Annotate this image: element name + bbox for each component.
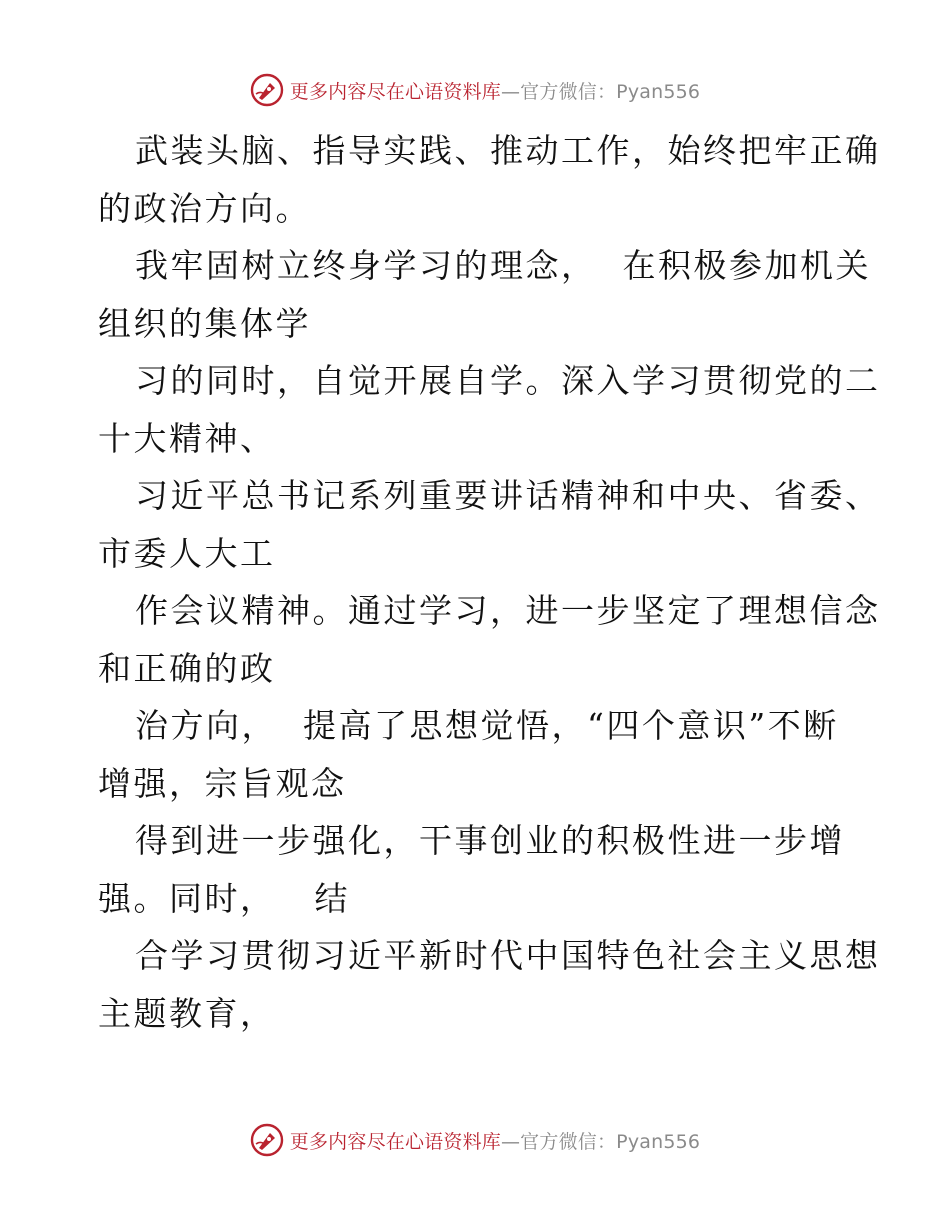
paragraph-line: 主题教育， <box>98 993 276 1033</box>
paragraph-line: 我牢固树立终身学习的理念， 在积极参加机关 <box>135 246 871 285</box>
paragraph-line: 习的同时，自觉开展自学。深入学习贯彻党的二 <box>135 361 881 400</box>
banner-separator: — <box>500 1130 521 1153</box>
contact-text: 官方微信：Pyan556 <box>520 1130 701 1153</box>
paragraph-line: 治方向， 提高了思想觉悟，“四个意识”不断 <box>135 706 839 745</box>
footer-banner <box>0 1120 950 1160</box>
paragraph-line: 武装头脑、指导实践、推动工作，始终把牢正确 <box>135 131 881 170</box>
contact-text: 官方微信：Pyan556 <box>520 80 701 103</box>
paragraph-line: 的政治方向。 <box>98 188 311 228</box>
brand-text: 更多内容尽在心语资料库 <box>289 80 501 103</box>
header-banner-text <box>290 77 700 104</box>
paragraph-line: 得到进一步强化，干事创业的积极性进一步增 <box>135 821 845 860</box>
footer-banner-inner <box>250 1123 700 1157</box>
footer-banner-text <box>290 1127 700 1154</box>
paragraph-line: 习近平总书记系列重要讲话精神和中央、省委、 <box>135 476 881 515</box>
banner-separator: — <box>500 80 521 103</box>
paragraph-line: 强。同时， 结 <box>98 878 350 918</box>
pen-nib-logo-icon <box>250 73 284 107</box>
brand-text: 更多内容尽在心语资料库 <box>289 1130 501 1153</box>
pen-nib-logo-icon <box>250 1123 284 1157</box>
paragraph-line: 十大精神、 <box>98 418 276 458</box>
paragraph-line: 合学习贯彻习近平新时代中国特色社会主义思想 <box>135 936 881 975</box>
paragraph-line: 和正确的政 <box>98 648 276 688</box>
paragraph-line: 增强，宗旨观念 <box>98 763 347 803</box>
document-body <box>98 122 881 1042</box>
header-banner <box>0 70 950 110</box>
paragraph-line: 组织的集体学 <box>98 303 311 343</box>
header-banner-inner <box>250 73 700 107</box>
paragraph-line: 市委人大工 <box>98 533 276 573</box>
paragraph-line: 作会议精神。通过学习，进一步坚定了理想信念 <box>135 591 881 630</box>
